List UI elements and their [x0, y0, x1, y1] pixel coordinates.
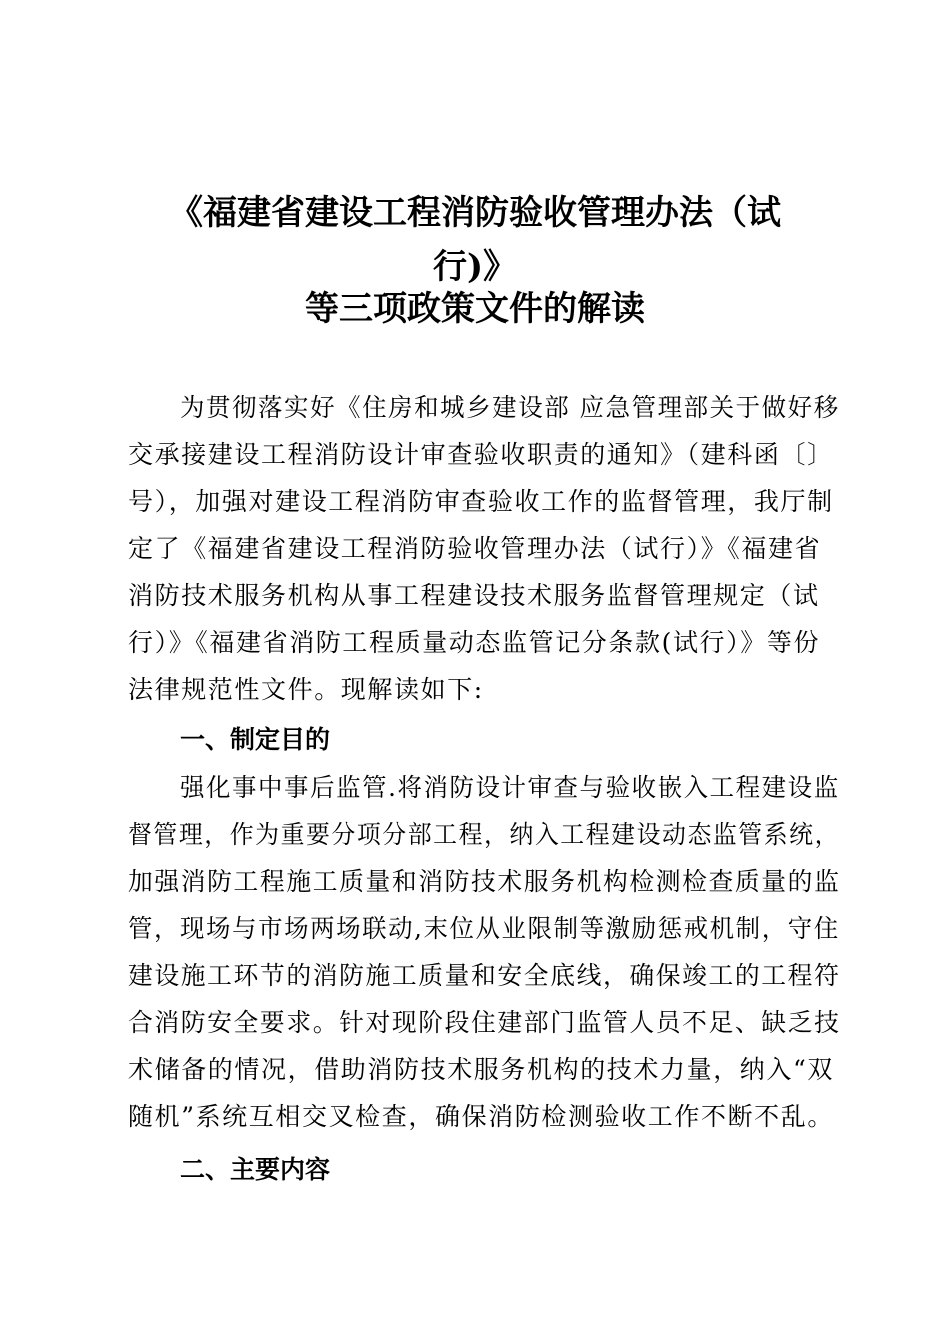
section-paragraph-line: 合消防安全要求。针对现阶段住建部门监管人员不足、缺乏技 — [128, 1008, 841, 1037]
section-paragraph-line: 建设施工环节的消防施工质量和安全底线，确保竣工的工程符 — [128, 961, 841, 990]
section-heading-main-content: 二、主要内容 — [180, 1155, 331, 1184]
intro-paragraph-line: 行）》《福建省消防工程质量动态监管记分条款(试行）》等份 — [128, 628, 821, 657]
intro-paragraph-line: 为贯彻落实好《住房和城乡建设部 应急管理部关于做好移 — [180, 393, 840, 422]
document-title-line-2: 行)》 — [432, 247, 518, 287]
intro-paragraph-line: 定了《福建省建设工程消防验收管理办法（试行）》《福建省 — [128, 534, 822, 563]
section-paragraph-line: 管，现场与市场两场联动,末位从业限制等激励惩戒机制，守住 — [128, 914, 840, 943]
section-paragraph-line: 随机”系统互相交叉检查，确保消防检测验收工作不断不乱。 — [128, 1102, 834, 1131]
section-paragraph-line: 督管理，作为重要分项分部工程，纳入工程建设动态监管系统， — [128, 820, 841, 849]
section-paragraph-line: 加强消防工程施工质量和消防技术服务机构检测检查质量的监 — [128, 867, 841, 896]
section-heading-purpose: 一、制定目的 — [180, 725, 331, 754]
intro-paragraph-line: 法律规范性文件。现解读如下: — [128, 675, 484, 704]
section-paragraph-line: 强化事中事后监管.将消防设计审查与验收嵌入工程建设监 — [180, 773, 840, 802]
intro-paragraph-line: 消防技术服务机构从事工程建设技术服务监督管理规定（试 — [128, 581, 820, 610]
document-title-line-1: 《福建省建设工程消防验收管理办法（试 — [169, 193, 781, 233]
document-title-line-3: 等三项政策文件的解读 — [305, 289, 645, 329]
intro-paragraph-line: 交承接建设工程消防设计审查验收职责的通知》（建科函〔〕 — [128, 440, 834, 469]
section-paragraph-line: 术储备的情况，借助消防技术服务机构的技术力量，纳入“双 — [128, 1055, 834, 1084]
intro-paragraph-line: 号），加强对建设工程消防审查验收工作的监督管理，我厅制 — [128, 487, 834, 516]
